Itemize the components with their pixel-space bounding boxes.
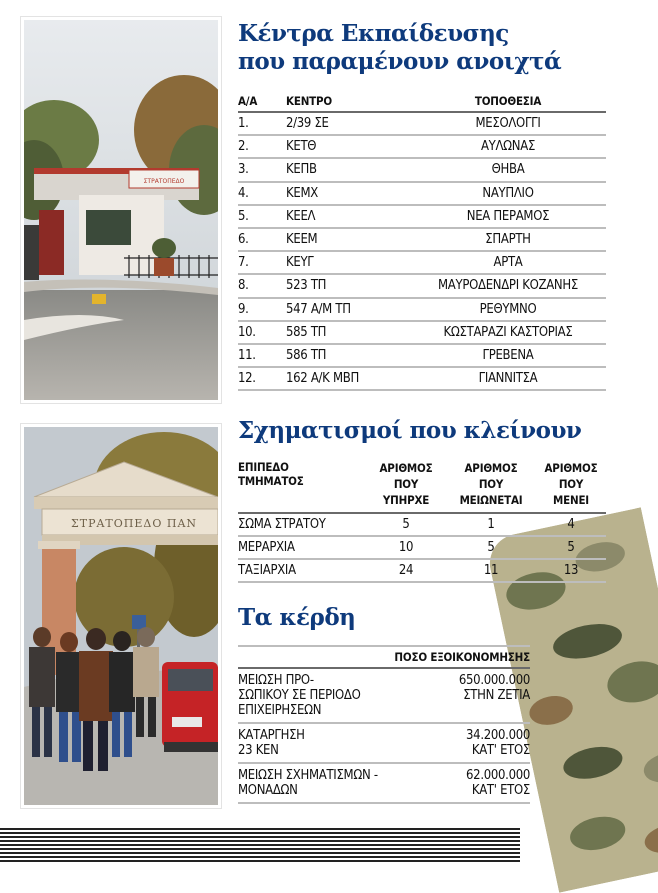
table-row <box>238 159 606 180</box>
row-center: ΚΕΥΓ <box>286 255 314 271</box>
row-center: ΚΕΠΒ <box>286 162 317 178</box>
row-center: 547 Α/Μ ΤΠ <box>286 301 351 317</box>
section1-title-line2: που παραμένουν ανοιχτά <box>238 48 562 75</box>
header-location: ΤΟΠΟΘΕΣΙΑ <box>474 94 542 108</box>
savings-amount <box>466 728 530 758</box>
header-level <box>238 460 304 488</box>
savings-label-line: ΜΕΙΩΣΗ ΣΧΗΜΑΤΙΣΜΩΝ - <box>238 768 378 783</box>
row-location: ΓΙΑΝΝΙΤΣΑ <box>478 371 538 387</box>
row-location: ΣΠΑΡΤΗ <box>485 231 531 247</box>
gate-crowd-illustration <box>24 427 218 805</box>
table-row <box>238 345 606 366</box>
header-remaining <box>536 460 606 508</box>
row-reduced: 11 <box>483 563 499 578</box>
row-remaining: 13 <box>563 563 579 578</box>
row-num: 5. <box>238 208 249 224</box>
table-row <box>238 299 606 320</box>
row-center: ΚΕΕΛ <box>286 208 316 224</box>
table-row <box>238 206 606 227</box>
row-center: 2/39 ΣΕ <box>286 116 329 131</box>
guardhouse-sign: ΣΤΡΑΤΟΠΕΔΟ <box>143 178 185 185</box>
table-row <box>238 229 606 250</box>
row-num: 6. <box>238 231 249 247</box>
row-num: 11. <box>238 347 256 363</box>
row-num: 12. <box>238 371 256 387</box>
row-num: 1. <box>238 116 249 131</box>
row-location: ΜΑΥΡΟΔΕΝΔΡΙ ΚΟΖΑΝΗΣ <box>438 278 578 294</box>
table-row <box>238 537 606 558</box>
savings-amount-line: ΚΑΤ' ΕΤΟΣ <box>471 743 530 758</box>
savings-header-label: ΠΟΣΟ ΕΞΟΙΚΟΝΟΜΗΣΗΣ <box>394 650 530 664</box>
savings-amount-line: 34.200.000 <box>466 728 530 743</box>
row-num: 2. <box>238 139 249 155</box>
header-remaining-line1: ΑΡΙΘΜΟΣ <box>544 461 598 475</box>
row-location: ΑΥΛΩΝΑΣ <box>480 139 536 155</box>
savings-label-line: ΣΩΠΙΚΟΥ ΣΕ ΠΕΡΙΟΔΟ <box>238 688 361 703</box>
section1-title <box>238 20 561 76</box>
row-existed: 5 <box>402 517 410 532</box>
table-row <box>238 560 606 581</box>
training-centers-table <box>238 92 606 391</box>
row-rule <box>238 581 606 583</box>
table-row <box>238 669 530 722</box>
header-existed <box>370 460 442 508</box>
row-center: 586 ΤΠ <box>286 347 327 363</box>
row-center: 162 Α/Κ ΜΒΠ <box>286 371 359 387</box>
savings-body <box>238 669 530 804</box>
table-row <box>238 322 606 343</box>
row-reduced: 1 <box>487 517 495 532</box>
section2-title: Σχηματισμοί που κλείνουν <box>238 417 582 444</box>
gate-sign: ΣΤΡΑΤΟΠΕΔΟ ΠΑΝ <box>70 517 198 530</box>
header-center: ΚΕΝΤΡΟ <box>286 94 332 108</box>
table-row <box>238 275 606 296</box>
section1-title-line1: Κέντρα Εκπαίδευσης <box>238 20 509 47</box>
header-reduced <box>452 460 530 508</box>
row-existed: 24 <box>398 563 414 578</box>
savings-label-line: 23 ΚΕΝ <box>238 743 279 758</box>
row-location: ΜΕΣΟΛΟΓΓΙ <box>475 116 541 131</box>
gate-crowd-photo <box>24 427 218 805</box>
savings-amount-line: 62.000.000 <box>466 768 530 783</box>
savings-amount-line: ΣΤΗΝ ΖΕΤΙΑ <box>463 688 530 703</box>
row-level: ΤΑΞΙΑΡΧΙΑ <box>238 563 296 578</box>
row-center: 523 ΤΠ <box>286 278 327 294</box>
header-remaining-line2: ΠΟΥ <box>558 477 584 491</box>
row-location: ΚΩΣΤΑΡΑΖΙ ΚΑΣΤΟΡΙΑΣ <box>443 324 573 340</box>
savings-amount <box>466 768 530 798</box>
row-remaining: 5 <box>567 540 575 555</box>
row-existed: 10 <box>398 540 414 555</box>
guardhouse-photo <box>24 20 218 400</box>
table-row <box>238 136 606 157</box>
header-remaining-line3: ΜΕΝΕΙ <box>553 493 589 507</box>
table-row <box>238 183 606 204</box>
row-location: ΓΡΕΒΕΝΑ <box>482 347 534 363</box>
row-center: 585 ΤΠ <box>286 324 327 340</box>
savings-label <box>238 768 378 798</box>
savings-header <box>238 647 530 667</box>
savings-amount-line: ΚΑΤ' ΕΤΟΣ <box>471 783 530 798</box>
row-rule <box>238 802 530 804</box>
savings-amount-line: 650.000.000 <box>458 673 530 688</box>
savings-table <box>238 645 530 804</box>
row-location: ΘΗΒΑ <box>491 162 525 178</box>
table-header <box>238 92 606 111</box>
row-num: 7. <box>238 255 249 271</box>
formations-table <box>238 458 606 583</box>
row-center: ΚΕΜΧ <box>286 185 318 201</box>
header-num: Α/Α <box>238 94 258 108</box>
row-num: 10. <box>238 324 256 340</box>
savings-label <box>238 673 360 718</box>
formations-body <box>238 514 606 583</box>
guardhouse-illustration <box>24 20 218 400</box>
header-level-line1: ΕΠΙΠΕΔΟ <box>238 460 289 474</box>
savings-label-line: ΚΑΤΑΡΓΗΣΗ <box>238 728 305 743</box>
savings-label-line: ΕΠΙΧΕΙΡΗΣΕΩΝ <box>238 703 322 718</box>
row-location: ΑΡΤΑ <box>493 255 523 271</box>
table-row <box>238 368 606 389</box>
row-remaining: 4 <box>567 517 575 532</box>
row-location: ΡΕΘΥΜΝΟ <box>479 301 537 317</box>
table-row <box>238 724 530 762</box>
row-num: 8. <box>238 278 249 294</box>
header-reduced-line1: ΑΡΙΘΜΟΣ <box>464 461 518 475</box>
savings-label-line: ΜΟΝΑΔΩΝ <box>238 783 298 798</box>
row-rule <box>238 389 606 391</box>
row-center: ΚΕΤΘ <box>286 139 317 155</box>
header-level-line2: ΤΜΗΜΑΤΟΣ <box>238 474 304 488</box>
savings-amount <box>459 673 530 703</box>
row-location: ΝΑΥΠΛΙΟ <box>482 185 534 201</box>
row-num: 4. <box>238 185 249 201</box>
savings-label-line: ΜΕΙΩΣΗ ΠΡΟ- <box>238 673 314 688</box>
row-center: ΚΕΕΜ <box>286 231 318 247</box>
row-reduced: 5 <box>487 540 495 555</box>
header-existed-line3: ΥΠΗΡΧΕ <box>382 493 430 507</box>
row-num: 3. <box>238 162 249 178</box>
table-body <box>238 113 606 391</box>
table-row <box>238 514 606 535</box>
header-reduced-line3: ΜΕΙΩΝΕΤΑΙ <box>459 493 523 507</box>
row-num: 9. <box>238 301 249 317</box>
row-location: ΝΕΑ ΠΕΡΑΜΟΣ <box>466 208 550 224</box>
header-reduced-line2: ΠΟΥ <box>478 477 504 491</box>
header-existed-line1: ΑΡΙΘΜΟΣ <box>379 461 433 475</box>
bottom-stripes <box>0 826 520 862</box>
table-row <box>238 113 606 134</box>
savings-label <box>238 728 305 758</box>
table-row <box>238 252 606 273</box>
row-level: ΣΩΜΑ ΣΤΡΑΤΟΥ <box>238 517 326 532</box>
row-level: ΜΕΡΑΡΧΙΑ <box>238 540 295 555</box>
table-row <box>238 764 530 802</box>
formations-header <box>238 458 606 512</box>
section3-title: Τα κέρδη <box>238 604 356 631</box>
header-existed-line2: ΠΟΥ <box>393 477 419 491</box>
